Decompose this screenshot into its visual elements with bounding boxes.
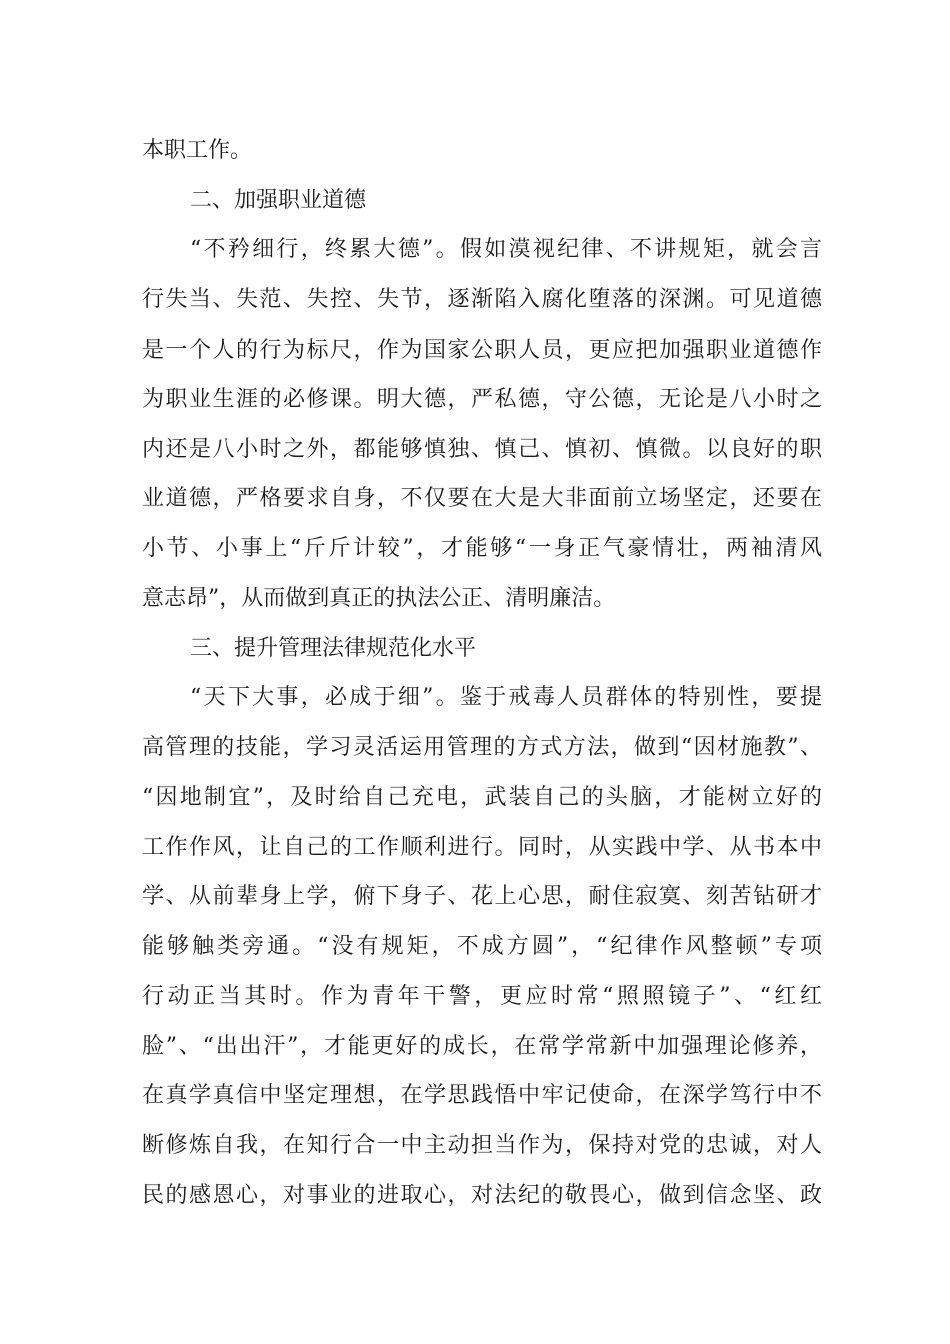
text-line: 在真学真信中坚定理想，在学思践悟中牢记使命，在深学笃行中不 <box>142 1083 822 1108</box>
text-line: 意志昂”，从而做到真正的执法公正、清明廉洁。 <box>142 586 616 611</box>
text-line: 本职工作。 <box>142 138 253 163</box>
text-line: 是一个人的行为标尺，作为国家公职人员，更应把加强职业道德作 <box>142 338 822 363</box>
text-line: 工作作风，让自己的工作顺利进行。同时，从实践中学、从书本中 <box>142 835 822 860</box>
text-line: 内还是八小时之外，都能够慎独、慎己、慎初、慎微。以良好的职 <box>142 437 822 462</box>
text-line: 行动正当其时。作为青年干警，更应时常“照照镜子”、“红红 <box>142 984 822 1009</box>
text-line: 民的感恩心，对事业的进取心，对法纪的敬畏心，做到信念坚、政 <box>142 1183 822 1208</box>
text-line: “天下大事，必成于细”。鉴于戒毒人员群体的特别性，要提 <box>190 685 822 710</box>
text-line: 断修炼自我，在知行合一中主动担当作为，保持对党的忠诚，对人 <box>142 1133 822 1158</box>
text-line: 脸”、“出出汗”，才能更好的成长，在常学常新中加强理论修养， <box>142 1034 822 1059</box>
text-line: “不矜细行，终累大德”。假如漠视纪律、不讲规矩，就会言 <box>190 237 822 262</box>
text-line: “因地制宜”，及时给自己充电，武装自己的头脑，才能树立好的 <box>142 785 822 810</box>
text-line: 业道德，严格要求自身，不仅要在大是大非面前立场坚定，还要在 <box>142 486 822 511</box>
text-line: 行失当、失范、失控、失节，逐渐陷入腐化堕落的深渊。可见道德 <box>142 287 822 312</box>
section-heading: 二、加强职业道德 <box>190 188 367 213</box>
text-line: 高管理的技能，学习灵活运用管理的方式方法，做到“因材施教”、 <box>142 735 822 760</box>
section-heading: 三、提升管理法律规范化水平 <box>190 636 477 661</box>
text-line: 能够触类旁通。“没有规矩，不成方圆”，“纪律作风整顿”专项 <box>142 934 822 959</box>
text-line: 学、从前辈身上学，俯下身子、花上心思，耐住寂寞、刻苦钻研才 <box>142 884 822 909</box>
text-line: 为职业生涯的必修课。明大德，严私德，守公德，无论是八小时之 <box>142 387 822 412</box>
text-line: 小节、小事上“斤斤计较”，才能够“一身正气豪情壮，两袖清风 <box>142 536 822 561</box>
